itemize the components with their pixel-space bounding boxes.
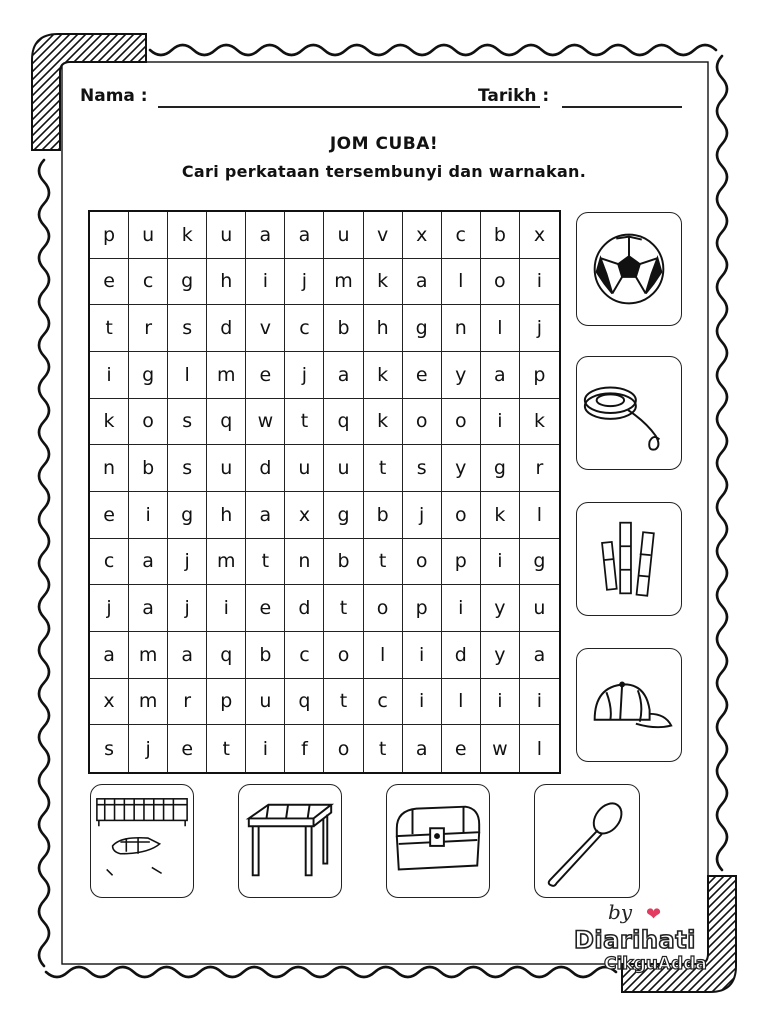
grid-cell[interactable]: a bbox=[481, 352, 520, 399]
grid-cell[interactable]: i bbox=[246, 725, 285, 772]
grid-cell[interactable]: x bbox=[403, 212, 442, 259]
grid-cell[interactable]: d bbox=[246, 445, 285, 492]
grid-cell[interactable]: a bbox=[285, 212, 324, 259]
grid-cell[interactable]: c bbox=[90, 539, 129, 586]
grid-cell[interactable]: m bbox=[129, 632, 168, 679]
grid-cell[interactable]: n bbox=[285, 539, 324, 586]
grid-cell[interactable]: a bbox=[129, 539, 168, 586]
grid-cell[interactable]: t bbox=[90, 305, 129, 352]
grid-cell[interactable]: c bbox=[442, 212, 481, 259]
heart-icon: ❤ bbox=[646, 904, 662, 925]
grid-cell[interactable]: c bbox=[364, 679, 403, 726]
grid-cell[interactable]: u bbox=[324, 212, 363, 259]
grid-cell[interactable]: h bbox=[364, 305, 403, 352]
grid-cell[interactable]: b bbox=[481, 212, 520, 259]
grid-cell[interactable]: f bbox=[285, 725, 324, 772]
grid-cell[interactable]: t bbox=[207, 725, 246, 772]
grid-cell[interactable]: n bbox=[442, 305, 481, 352]
grid-cell[interactable]: l bbox=[481, 305, 520, 352]
grid-cell[interactable]: b bbox=[364, 492, 403, 539]
grid-cell[interactable]: p bbox=[403, 585, 442, 632]
grid-cell[interactable]: t bbox=[285, 399, 324, 446]
grid-cell[interactable]: e bbox=[90, 492, 129, 539]
grid-cell[interactable]: n bbox=[90, 445, 129, 492]
grid-cell[interactable]: t bbox=[364, 445, 403, 492]
grid-cell[interactable]: y bbox=[481, 632, 520, 679]
grid-cell[interactable]: k bbox=[364, 259, 403, 306]
grid-cell[interactable]: y bbox=[481, 585, 520, 632]
grid-cell[interactable]: j bbox=[129, 725, 168, 772]
grid-cell[interactable]: l bbox=[442, 679, 481, 726]
grid-cell[interactable]: q bbox=[324, 399, 363, 446]
grid-cell[interactable]: m bbox=[207, 539, 246, 586]
grid-cell[interactable]: p bbox=[207, 679, 246, 726]
treasure-chest-icon bbox=[387, 785, 489, 897]
grid-cell[interactable]: b bbox=[324, 305, 363, 352]
grid-cell[interactable]: a bbox=[403, 259, 442, 306]
grid-cell[interactable]: k bbox=[364, 352, 403, 399]
grid-cell[interactable]: g bbox=[520, 539, 559, 586]
brand-subname: CikguAdda bbox=[604, 954, 707, 974]
grid-cell[interactable]: i bbox=[129, 492, 168, 539]
grid-cell[interactable]: g bbox=[403, 305, 442, 352]
grid-cell[interactable]: s bbox=[168, 445, 207, 492]
grid-cell[interactable]: i bbox=[520, 259, 559, 306]
grid-cell[interactable]: w bbox=[481, 725, 520, 772]
grid-cell[interactable]: k bbox=[364, 399, 403, 446]
grid-cell[interactable]: l bbox=[520, 492, 559, 539]
grid-cell[interactable]: a bbox=[129, 585, 168, 632]
grid-cell[interactable]: j bbox=[403, 492, 442, 539]
grid-cell[interactable]: l bbox=[536, 737, 543, 760]
grid-cell[interactable]: l bbox=[364, 632, 403, 679]
grid-cell[interactable]: u bbox=[324, 445, 363, 492]
grid-cell[interactable]: h bbox=[207, 492, 246, 539]
grid-cell[interactable]: t bbox=[324, 679, 363, 726]
grid-cell[interactable]: j bbox=[285, 352, 324, 399]
grid-cell[interactable]: o bbox=[364, 585, 403, 632]
grid-cell[interactable]: e bbox=[403, 352, 442, 399]
grid-cell[interactable]: m bbox=[324, 259, 363, 306]
grid-cell[interactable]: c bbox=[129, 259, 168, 306]
treasure-chest-picture-card bbox=[386, 784, 490, 898]
grid-cell[interactable]: k bbox=[90, 399, 129, 446]
grid-cell[interactable]: a bbox=[520, 632, 559, 679]
grid-cell[interactable]: x bbox=[520, 212, 559, 259]
grid-cell[interactable]: m bbox=[207, 352, 246, 399]
grid-cell[interactable]: u bbox=[207, 445, 246, 492]
date-label: Tarikh : bbox=[478, 86, 550, 106]
name-label: Nama : bbox=[80, 86, 148, 106]
grid-cell[interactable]: c bbox=[285, 632, 324, 679]
grid-cell[interactable]: g bbox=[129, 352, 168, 399]
grid-cell[interactable]: j bbox=[90, 585, 129, 632]
grid-cell[interactable]: h bbox=[207, 259, 246, 306]
grid-cell[interactable]: e bbox=[90, 259, 129, 306]
grid-cell[interactable]: u bbox=[246, 679, 285, 726]
grid-cell[interactable]: e bbox=[246, 585, 285, 632]
grid-cell[interactable]: v bbox=[246, 305, 285, 352]
yoyo-icon bbox=[577, 357, 681, 469]
grid-cell[interactable]: o bbox=[481, 259, 520, 306]
grid-cell[interactable]: i bbox=[481, 539, 520, 586]
grid-cell[interactable]: g bbox=[481, 445, 520, 492]
grid-cell[interactable]: t bbox=[246, 539, 285, 586]
grid-cell[interactable]: e bbox=[168, 725, 207, 772]
grid-cell[interactable]: o bbox=[442, 492, 481, 539]
grid-cell[interactable]: k bbox=[481, 492, 520, 539]
grid-cell[interactable]: o bbox=[129, 399, 168, 446]
grid-cell[interactable]: y bbox=[442, 445, 481, 492]
grid-cell[interactable]: r bbox=[129, 305, 168, 352]
grid-cell[interactable]: i bbox=[442, 585, 481, 632]
grid-cell[interactable]: q bbox=[207, 632, 246, 679]
grid-cell[interactable]: s bbox=[168, 399, 207, 446]
table-picture-card bbox=[238, 784, 342, 898]
grid-cell[interactable]: o bbox=[442, 399, 481, 446]
grid-cell[interactable]: i bbox=[403, 679, 442, 726]
grid-cell[interactable]: g bbox=[168, 492, 207, 539]
name-date-row bbox=[80, 86, 690, 112]
brand-name: Diarihati bbox=[574, 926, 696, 954]
grid-cell[interactable]: t bbox=[364, 539, 403, 586]
grid-cell[interactable]: o bbox=[403, 399, 442, 446]
grid-cell[interactable]: b bbox=[246, 632, 285, 679]
date-field[interactable] bbox=[562, 106, 682, 108]
brand-logo bbox=[568, 900, 738, 980]
grid-cell[interactable]: a bbox=[324, 352, 363, 399]
boat-picture-card bbox=[90, 784, 194, 898]
grid-cell[interactable]: j bbox=[520, 305, 559, 352]
grid-cell[interactable]: s bbox=[403, 445, 442, 492]
grid-cell[interactable]: p bbox=[90, 212, 129, 259]
grid-cell[interactable]: l bbox=[442, 259, 481, 306]
grid-cell[interactable]: s bbox=[90, 725, 129, 772]
bamboo-icon bbox=[577, 503, 681, 615]
ball-icon bbox=[577, 213, 681, 325]
grid-cell[interactable]: u bbox=[207, 212, 246, 259]
word-search-grid bbox=[88, 210, 561, 774]
grid-cell[interactable]: c bbox=[285, 305, 324, 352]
grid-cell[interactable]: i bbox=[481, 399, 520, 446]
grid-cell[interactable]: q bbox=[207, 399, 246, 446]
grid-cell[interactable]: a bbox=[168, 632, 207, 679]
grid-cell[interactable]: k bbox=[520, 399, 559, 446]
grid-cell[interactable]: m bbox=[129, 679, 168, 726]
grid-cell[interactable]: u bbox=[520, 585, 559, 632]
grid-cell[interactable]: v bbox=[364, 212, 403, 259]
grid-cell[interactable]: b bbox=[324, 539, 363, 586]
brand-by-text: by bbox=[608, 900, 633, 924]
grid-cell[interactable]: a bbox=[246, 492, 285, 539]
grid-cell[interactable]: r bbox=[168, 679, 207, 726]
bamboo-picture-card bbox=[576, 502, 682, 616]
grid-cell[interactable]: o bbox=[324, 725, 363, 772]
grid-cell[interactable]: o bbox=[324, 632, 363, 679]
grid-cell[interactable]: t bbox=[324, 585, 363, 632]
grid-cell[interactable]: j bbox=[168, 585, 207, 632]
name-field[interactable] bbox=[158, 106, 540, 108]
grid-cell[interactable]: s bbox=[168, 305, 207, 352]
grid-cell[interactable]: j bbox=[285, 259, 324, 306]
spoon-icon bbox=[535, 785, 639, 897]
page-title: JOM CUBA! bbox=[329, 134, 439, 154]
grid-cell[interactable]: p bbox=[442, 539, 481, 586]
grid-cell[interactable]: x bbox=[90, 679, 129, 726]
grid-cell[interactable]: j bbox=[168, 539, 207, 586]
grid-cell[interactable]: l bbox=[168, 352, 207, 399]
grid-cell[interactable]: e bbox=[442, 725, 481, 772]
grid-cell[interactable]: i bbox=[246, 259, 285, 306]
grid-cell[interactable]: p bbox=[520, 352, 559, 399]
grid-cell[interactable]: u bbox=[129, 212, 168, 259]
grid-cell[interactable]: w bbox=[246, 399, 285, 446]
grid-cell[interactable]: e bbox=[246, 352, 285, 399]
grid-cell[interactable]: g bbox=[168, 259, 207, 306]
ball-picture-card bbox=[576, 212, 682, 326]
grid-cell[interactable]: d bbox=[442, 632, 481, 679]
table-icon bbox=[239, 785, 341, 897]
grid-cell[interactable]: d bbox=[285, 585, 324, 632]
boat-jetty-icon bbox=[91, 785, 193, 897]
grid-cell[interactable]: r bbox=[520, 445, 559, 492]
yoyo-picture-card bbox=[576, 356, 682, 470]
grid-cell[interactable]: x bbox=[285, 492, 324, 539]
grid-cell[interactable]: a bbox=[90, 632, 129, 679]
grid-cell[interactable]: u bbox=[285, 445, 324, 492]
grid-cell[interactable]: i bbox=[90, 352, 129, 399]
grid-cell[interactable]: y bbox=[442, 352, 481, 399]
spoon-picture-card bbox=[534, 784, 640, 898]
cap-icon bbox=[577, 649, 681, 761]
grid-cell[interactable]: b bbox=[129, 445, 168, 492]
grid-cell[interactable]: g bbox=[324, 492, 363, 539]
grid-cell[interactable]: i bbox=[481, 679, 520, 726]
grid-cell[interactable]: q bbox=[285, 679, 324, 726]
grid-cell[interactable]: a bbox=[246, 212, 285, 259]
grid-cell[interactable]: i bbox=[403, 632, 442, 679]
grid-cell[interactable]: i bbox=[520, 679, 559, 726]
grid-cell[interactable]: t bbox=[364, 725, 403, 772]
grid-cell[interactable]: a bbox=[403, 725, 442, 772]
grid-cell[interactable]: i bbox=[207, 585, 246, 632]
grid-cell[interactable]: d bbox=[207, 305, 246, 352]
grid-cell[interactable]: o bbox=[403, 539, 442, 586]
instruction-text: Cari perkataan tersembunyi dan warnakan. bbox=[181, 162, 587, 181]
cap-picture-card bbox=[576, 648, 682, 762]
grid-cell[interactable]: k bbox=[168, 212, 207, 259]
